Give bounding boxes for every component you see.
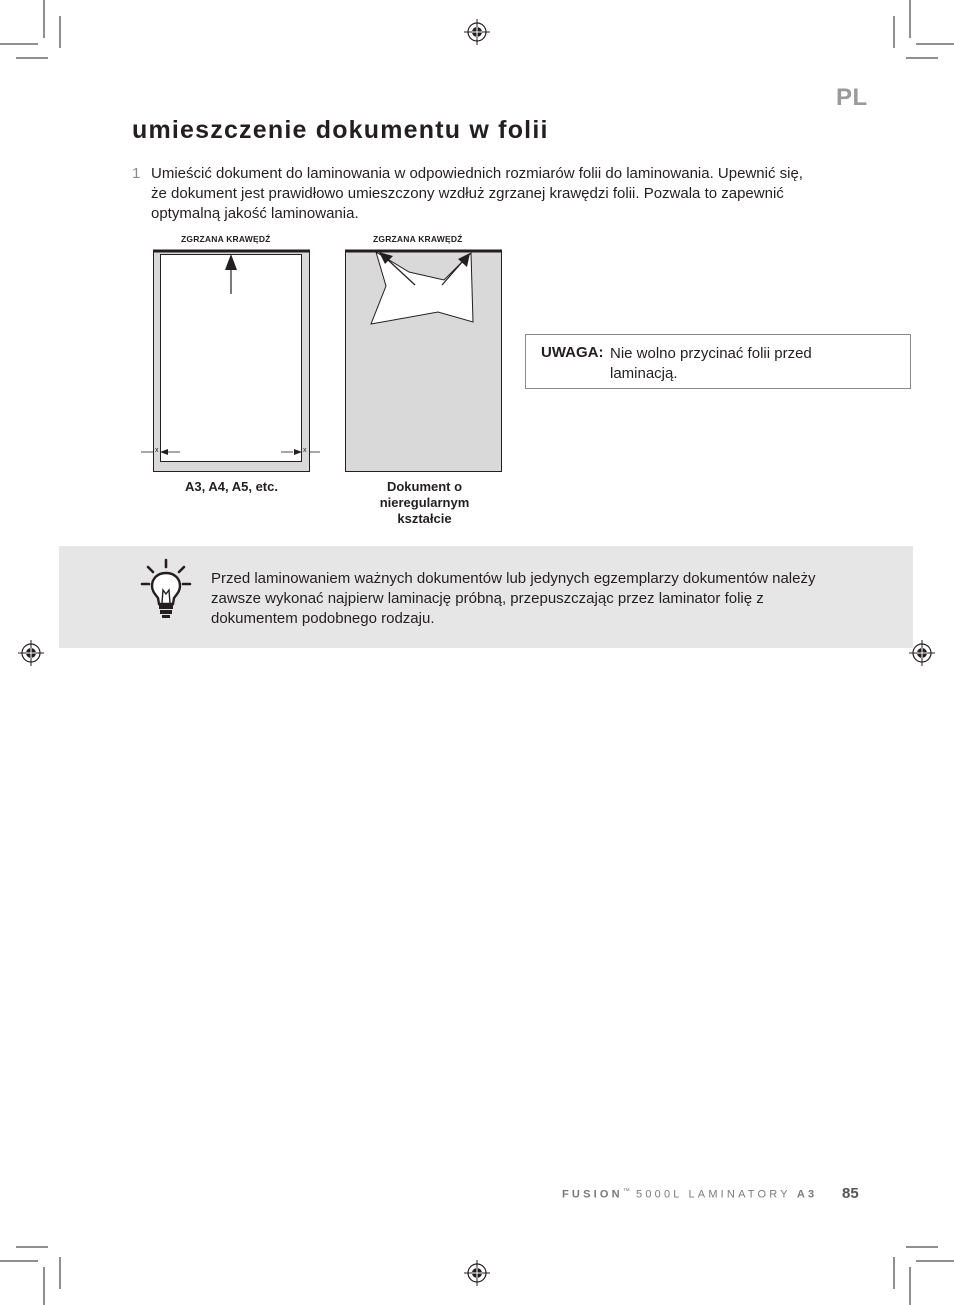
margin-marker-right: x [303,447,307,454]
warning-note-text [610,344,900,384]
step-number: 1 [132,165,141,182]
irregular-document-pouch-diagram [343,246,505,476]
step-instruction: Umieścić dokument do laminowania w odpowiednich rozmiarów folii do laminowania. Upewnić się, że dokument jest prawidłowo umieszczony wzdłuż zgrzanej krawędzi folii. Pozwala to zapewnić optymalną jakość laminowania. [151,165,803,222]
footer-trademark: ™ [622,1188,630,1195]
warning-note-line-2: laminacją. [610,365,678,382]
irregular-caption-line-3: kształcie [397,511,452,526]
sealed-edge-label-right: ZGRZANA KRAWĘDŹ [373,234,463,244]
sealed-edge-label-left: ZGRZANA KRAWĘDŹ [181,234,271,244]
footer-size: A3 [796,1188,818,1201]
tip-text: Przed laminowaniem ważnych dokumentów lub jedynych egzemplarzy dokumentów należy zawsze wykonać najpierw laminację próbną, przepuszczając przez laminator folię z dokumentem podobnego rodzaju. [211,570,816,627]
page-number: 85 [842,1185,859,1202]
registration-mark-left [18,640,44,666]
irregular-document-caption [346,479,503,527]
warning-note-label: UWAGA: [541,344,604,361]
irregular-caption-line-1: Dokument o [386,479,463,494]
language-tag: PL [836,84,868,111]
page-title: umieszczenie dokumentu w folii [132,116,549,144]
standard-document-pouch-diagram [138,246,320,476]
margin-marker-left: x [155,447,159,454]
footer-product-name [562,1188,817,1201]
registration-mark-top [464,19,490,45]
standard-document-caption: A3, A4, A5, etc. [185,479,278,494]
irregular-caption-line-2: nieregularnym [379,495,470,510]
registration-mark-bottom [464,1260,490,1286]
lightbulb-icon [139,557,195,619]
footer-brand: FUSION [562,1188,623,1201]
footer-model: 5000L LAMINATORY [629,1188,797,1201]
warning-note-line-1: Nie wolno przycinać folii przed [610,345,812,362]
